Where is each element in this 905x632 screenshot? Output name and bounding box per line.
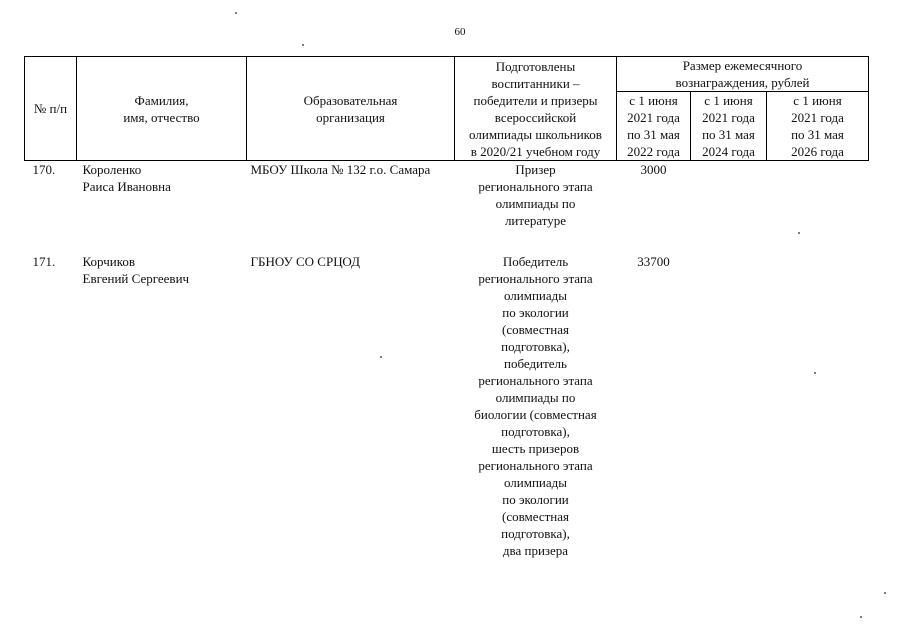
period-line: по 31 мая <box>702 127 755 142</box>
scan-speck <box>302 44 304 46</box>
page-number: 60 <box>454 26 466 38</box>
achievement-line: победитель <box>504 356 567 371</box>
achievement-line: (совместная <box>502 509 569 524</box>
header-prepared-line: всероссийской <box>494 109 577 125</box>
name-line: Короленко <box>82 162 142 177</box>
header-award <box>617 57 869 92</box>
row-achievement <box>455 161 617 254</box>
achievement-line: регионального этапа <box>478 179 593 194</box>
name-line: Корчиков <box>82 254 135 269</box>
period-line: 2021 года <box>627 110 680 125</box>
scan-speck <box>235 12 237 14</box>
header-period-2024 <box>691 92 767 161</box>
header-name-line: Фамилия, <box>134 92 189 108</box>
scan-speck <box>380 356 382 358</box>
row-organization: МБОУ Школа № 132 г.о. Самара <box>250 162 431 177</box>
achievement-line: олимпиады <box>503 475 568 490</box>
table-row <box>25 253 869 559</box>
achievement-line: регионального этапа <box>478 373 593 388</box>
achievement-line: два призера <box>502 543 569 558</box>
row-amount-2024 <box>691 161 767 254</box>
scan-speck <box>814 372 816 374</box>
scan-speck <box>884 592 886 594</box>
header-prepared-line: воспитанники – <box>491 75 580 91</box>
header-name <box>77 57 247 161</box>
scan-speck <box>798 232 800 234</box>
achievement-line: регионального этапа <box>478 271 593 286</box>
achievement-line: подготовка), <box>501 339 570 354</box>
award-table <box>24 56 869 559</box>
row-amount-2026 <box>767 161 869 254</box>
header-num: № п/п <box>25 57 77 161</box>
achievement-line: Победитель <box>502 254 569 269</box>
row-amount-2024 <box>691 253 767 559</box>
period-line: по 31 мая <box>791 127 844 142</box>
achievement-line: подготовка), <box>501 526 570 541</box>
achievement-line: литературе <box>504 213 567 228</box>
row-number: 171. <box>32 254 56 269</box>
table-row <box>25 161 869 254</box>
row-number: 170. <box>32 162 56 177</box>
header-prepared <box>455 57 617 161</box>
row-full-name <box>77 161 247 254</box>
name-line: Евгений Сергеевич <box>82 271 190 286</box>
period-line: 2021 года <box>791 110 844 125</box>
scan-speck <box>860 616 862 618</box>
achievement-line: шесть призеров <box>491 441 580 456</box>
header-prepared-line: Подготовлены <box>495 58 576 74</box>
achievement-line: Призер <box>515 162 556 177</box>
header-period-2022 <box>617 92 691 161</box>
achievement-line: подготовка), <box>501 424 570 439</box>
header-award-line: вознаграждения, рублей <box>675 75 810 90</box>
period-line: 2026 года <box>791 144 844 159</box>
header-prepared-line: победители и призеры <box>473 92 598 108</box>
header-row-top <box>25 57 869 92</box>
row-amount: 33700 <box>637 254 670 269</box>
row-achievement <box>455 253 617 559</box>
header-name-line: имя, отчество <box>123 109 200 125</box>
achievement-line: биологии (совместная <box>474 407 597 422</box>
achievement-line: (совместная <box>502 322 569 337</box>
achievement-line: олимпиады по <box>495 196 576 211</box>
period-line: 2021 года <box>702 110 755 125</box>
header-prepared-line: олимпиады школьников <box>469 126 602 142</box>
header-award-line: Размер ежемесячного <box>682 58 803 73</box>
period-line: 2022 года <box>627 144 680 159</box>
header-org-line: Образовательная <box>303 92 398 108</box>
achievement-line: регионального этапа <box>478 458 593 473</box>
row-full-name <box>77 253 247 559</box>
achievement-line: по экологии <box>502 305 569 320</box>
achievement-line: олимпиады по <box>495 390 576 405</box>
header-period-2026 <box>767 92 869 161</box>
achievement-line: по экологии <box>502 492 569 507</box>
period-line: с 1 июня <box>704 93 753 108</box>
header-org-line: организация <box>316 109 385 125</box>
period-line: по 31 мая <box>627 127 680 142</box>
period-line: 2024 года <box>702 144 755 159</box>
header-org <box>247 57 455 161</box>
row-amount: 3000 <box>640 162 667 177</box>
row-organization: ГБНОУ СО СРЦОД <box>250 254 361 269</box>
period-line: с 1 июня <box>629 93 678 108</box>
period-line: с 1 июня <box>793 93 842 108</box>
name-line: Раиса Ивановна <box>82 179 171 194</box>
header-prepared-line: в 2020/21 учебном году <box>470 143 601 159</box>
row-amount-2026 <box>767 253 869 559</box>
achievement-line: олимпиады <box>503 288 568 303</box>
